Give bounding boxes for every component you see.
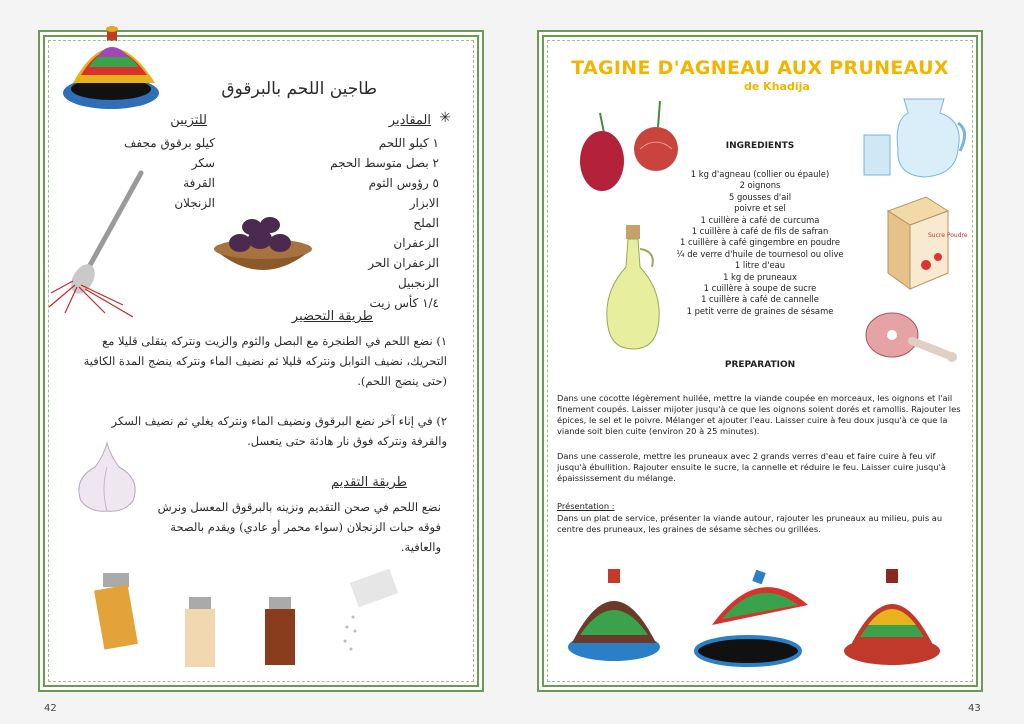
onions-illustration [570, 99, 686, 199]
list-item: الزنجلان [174, 196, 215, 210]
right-page [537, 30, 983, 692]
tagine-illustration-top [59, 23, 169, 123]
list-item: 1 cuillère à soupe de sucre [703, 283, 817, 294]
preparation-heading: PREPARATION [724, 360, 796, 370]
list-item: الزنجبيل [397, 276, 439, 290]
oil-bottle-illustration [600, 223, 670, 353]
presentation-label: Présentation : [557, 501, 615, 511]
list-item: ٢ بصل متوسط الحجم [330, 156, 439, 170]
list-item: القرفة [183, 176, 215, 190]
preparation-paragraph-2: Dans une casserole, mettre les pruneaux avec 2 grands verres d'eau et faire cuire à feu vif jusqu'à ébullition. Rajouter ensuite le sucre, la cannelle et réduire le feu. Laisser cuire jusqu'à épaississement du mélange. [557, 451, 946, 484]
page-number-right: 43 [968, 703, 981, 714]
list-item: ١ كيلو اللحم [378, 136, 439, 150]
water-jug-illustration [860, 91, 972, 181]
list-item: 1 petit verre de graines de sésame [686, 305, 834, 316]
list-item: ١/٤ كأس زيت [369, 296, 439, 310]
list-item: كيلو برقوق مجفف [123, 136, 215, 150]
list-item: poivre et sel [734, 203, 786, 214]
serving-heading-ar: طريقة التقديم [331, 475, 407, 490]
recipe-subtitle: de Khadija [744, 80, 810, 93]
page-number-left: 42 [44, 703, 57, 714]
sugar-box-label: Sucre Poudre [928, 232, 968, 239]
list-item: 1 cuillère à café gingembre en poudre [680, 237, 840, 248]
list-item: 2 oignons [739, 180, 781, 191]
asterisk-icon: ✳ [439, 110, 451, 126]
list-item: 1 kg de pruneaux [723, 271, 797, 282]
recipe-title: TAGINE D'AGNEAU AUX PRUNEAUX [571, 57, 949, 79]
preparation-paragraph-1: Dans une cocotte légèrement huilée, mettre la viande coupée en morceaux, les oignons et l'ail finement coupés. Laisser mijoter jusqu'à ce que les oignons soient dorés et ramollis. Rajouter les épices, le sel et le poivre. Mélanger et ajouter l'eau. Laisser cuire à feu doux jusqu'à ce que la viande soit bien cuite (environ 20 à 25 minutes). [557, 393, 961, 437]
list-item: الابزار [409, 196, 439, 210]
left-page [38, 30, 484, 692]
list-item: 1 kg d'agneau (collier ou épaule) [690, 169, 830, 179]
saffron-spoon-illustration [45, 167, 155, 317]
list-item: ¼ de verre d'huile de tournesol ou olive [676, 248, 844, 259]
prep-step-2-ar: ٢) في إناء آخر نضع البرقوق ونضيف الماء ونتركه يغلي ثم نضيف السكر والقرفة ونتركه فوق نار هادئة حتى يتعسل. [111, 414, 447, 448]
prunes-bowl-illustration [208, 205, 318, 285]
ingredients-list [644, 169, 876, 317]
list-item: 1 cuillère à café de fils de safran [691, 226, 829, 237]
list-item: 1 cuillère à café de curcuma [700, 214, 820, 225]
preparation-heading-ar: طريقة التحضير [291, 309, 373, 324]
list-item: 1 cuillère à café de cannelle [701, 294, 819, 305]
list-item: الملح [413, 216, 439, 230]
sugar-box-illustration [878, 193, 968, 293]
garnish-list-ar [124, 133, 215, 213]
list-item: الزعفران الحر [368, 256, 439, 270]
ingredients-heading-ar: المقادير [388, 113, 431, 128]
garlic-illustration [67, 437, 147, 517]
lamb-leg-illustration [862, 307, 962, 369]
list-item: الزعفران [393, 236, 439, 250]
list-item: سكر [191, 156, 215, 170]
spice-jars-illustration [97, 567, 427, 677]
list-item: ٥ رؤوس الثوم [368, 176, 439, 190]
tagines-illustration [562, 565, 962, 675]
ingredients-heading: INGREDIENTS [725, 141, 795, 151]
list-item: 1 litre d'eau [734, 260, 786, 271]
garnish-heading-ar: للتزيين [170, 113, 207, 128]
serving-text-ar: نضع اللحم في صحن التقديم ونزينه بالبرقوق المعسل ونرش فوقه حبات الزنجلان (سواء محمر أو عادي) ويقدم بالصحة والعافية. [157, 500, 441, 554]
presentation-text: Dans un plat de service, présenter la viande autour, rajouter les pruneaux au milieu, puis au centre des pruneaux, les graines de sésame sèches ou grillées. [557, 513, 943, 535]
ingredients-list-ar [330, 133, 439, 313]
prep-step-1-ar: ١) نضع اللحم في الطنجرة مع البصل والثوم والزيت ونتركه يتقلى قليلا مع التحريك، نضيف التوابل ونتركه قليلا ثم نضيف الماء ونتركه ينضج المدة الكافية (حتى ينضج اللحم). [83, 334, 447, 388]
list-item: 5 gousses d'ail [728, 191, 792, 202]
arabic-recipe-title: طاجين اللحم بالبرقوق [221, 79, 377, 99]
